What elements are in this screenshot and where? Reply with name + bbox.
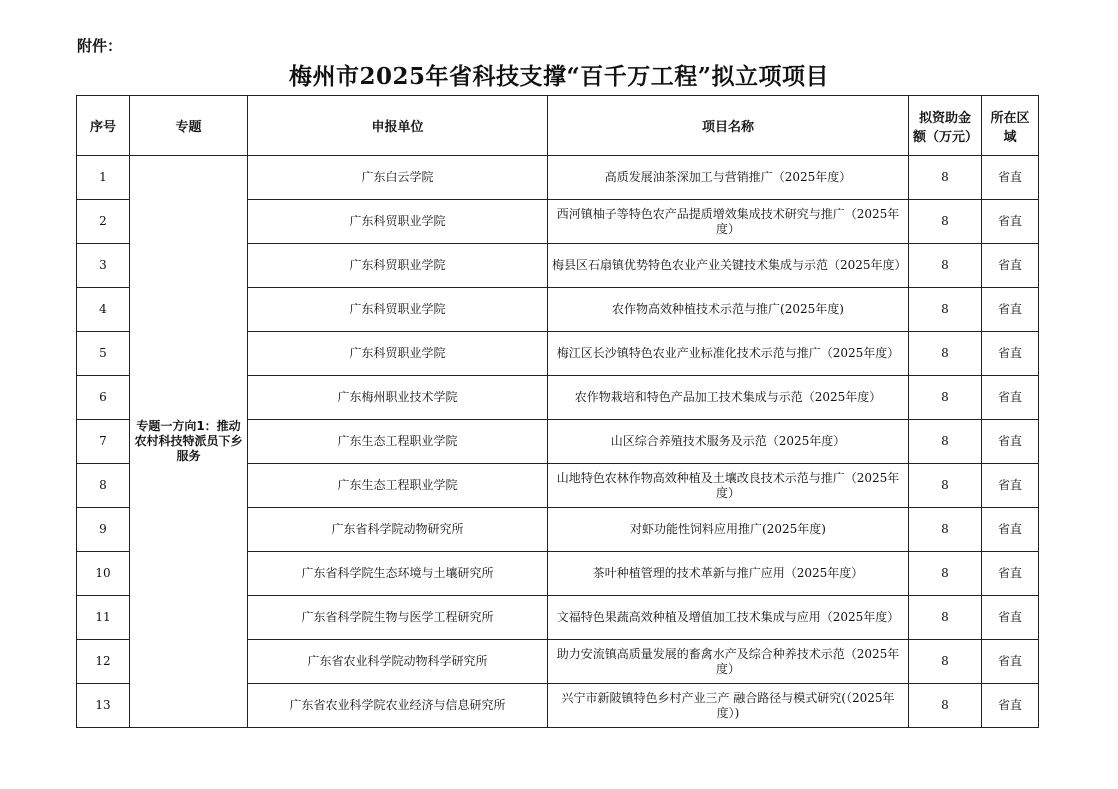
funding-amount-cell: 8: [909, 684, 982, 728]
funding-amount-cell: 8: [909, 244, 982, 288]
funding-amount-cell: 8: [909, 552, 982, 596]
applicant-unit-cell: 广东生态工程职业学院: [248, 420, 548, 464]
row-number-cell: 11: [77, 596, 130, 640]
funding-amount-cell: 8: [909, 332, 982, 376]
project-name-cell: 茶叶种植管理的技术革新与推广应用（2025年度）: [548, 552, 909, 596]
region-cell: 省直: [982, 508, 1039, 552]
applicant-unit-cell: 广东省农业科学院农业经济与信息研究所: [248, 684, 548, 728]
funding-amount-cell: 8: [909, 596, 982, 640]
project-name-cell: 文福特色果蔬高效种植及增值加工技术集成与应用（2025年度）: [548, 596, 909, 640]
applicant-unit-cell: 广东省农业科学院动物科学研究所: [248, 640, 548, 684]
region-cell: 省直: [982, 596, 1039, 640]
project-name-cell: 山地特色农林作物高效种植及土壤改良技术示范与推广（2025年度）: [548, 464, 909, 508]
column-header-no: 序号: [77, 96, 130, 156]
funding-amount-cell: 8: [909, 420, 982, 464]
row-number-cell: 13: [77, 684, 130, 728]
region-cell: 省直: [982, 200, 1039, 244]
column-header-amount: 拟资助金额（万元）: [909, 96, 982, 156]
document-title: 梅州市2025年省科技支撑“百千万工程”拟立项项目: [289, 63, 829, 90]
project-name-cell: 农作物栽培和特色产品加工技术集成与示范（2025年度）: [548, 376, 909, 420]
table-body: [77, 156, 1039, 728]
attachment-label: 附件：: [77, 37, 123, 55]
row-number-cell: 5: [77, 332, 130, 376]
project-name-cell: 农作物高效种植技术示范与推广(2025年度): [548, 288, 909, 332]
row-number-cell: 12: [77, 640, 130, 684]
project-name-cell: 对虾功能性饲料应用推广(2025年度): [548, 508, 909, 552]
region-cell: 省直: [982, 552, 1039, 596]
column-header-project: 项目名称: [548, 96, 909, 156]
funding-amount-cell: 8: [909, 288, 982, 332]
row-number-cell: 7: [77, 420, 130, 464]
table-header-row: [77, 96, 1039, 156]
row-number-cell: 8: [77, 464, 130, 508]
applicant-unit-cell: 广东科贸职业学院: [248, 244, 548, 288]
row-number-cell: 4: [77, 288, 130, 332]
applicant-unit-cell: 广东省科学院动物研究所: [248, 508, 548, 552]
table-row: [77, 156, 1039, 200]
funding-amount-cell: 8: [909, 200, 982, 244]
region-cell: 省直: [982, 332, 1039, 376]
applicant-unit-cell: 广东省科学院生态环境与土壤研究所: [248, 552, 548, 596]
topic-cell: 专题一方向1：推动农村科技特派员下乡服务: [130, 156, 248, 728]
funding-amount-cell: 8: [909, 156, 982, 200]
funding-amount-cell: 8: [909, 464, 982, 508]
project-name-cell: 梅江区长沙镇特色农业产业标准化技术示范与推广（2025年度）: [548, 332, 909, 376]
applicant-unit-cell: 广东梅州职业技术学院: [248, 376, 548, 420]
applicant-unit-cell: 广东省科学院生物与医学工程研究所: [248, 596, 548, 640]
applicant-unit-cell: 广东白云学院: [248, 156, 548, 200]
region-cell: 省直: [982, 156, 1039, 200]
funding-amount-cell: 8: [909, 376, 982, 420]
region-cell: 省直: [982, 464, 1039, 508]
row-number-cell: 6: [77, 376, 130, 420]
project-name-cell: 助力安流镇高质量发展的畜禽水产及综合种养技术示范（2025年度）: [548, 640, 909, 684]
funding-amount-cell: 8: [909, 508, 982, 552]
project-name-cell: 高质发展油茶深加工与营销推广（2025年度）: [548, 156, 909, 200]
project-name-cell: 西河镇柚子等特色农产品提质增效集成技术研究与推广（2025年度）: [548, 200, 909, 244]
region-cell: 省直: [982, 684, 1039, 728]
row-number-cell: 2: [77, 200, 130, 244]
project-name-cell: 兴宁市新陂镇特色乡村产业三产 融合路径与模式研究(（2025年度）): [548, 684, 909, 728]
region-cell: 省直: [982, 420, 1039, 464]
row-number-cell: 3: [77, 244, 130, 288]
funding-amount-cell: 8: [909, 640, 982, 684]
column-header-topic: 专题: [130, 96, 248, 156]
region-cell: 省直: [982, 376, 1039, 420]
project-table: [76, 95, 1039, 728]
applicant-unit-cell: 广东生态工程职业学院: [248, 464, 548, 508]
applicant-unit-cell: 广东科贸职业学院: [248, 332, 548, 376]
row-number-cell: 9: [77, 508, 130, 552]
project-name-cell: 山区综合养殖技术服务及示范（2025年度）: [548, 420, 909, 464]
region-cell: 省直: [982, 244, 1039, 288]
region-cell: 省直: [982, 288, 1039, 332]
project-name-cell: 梅县区石扇镇优势特色农业产业关键技术集成与示范（2025年度）: [548, 244, 909, 288]
applicant-unit-cell: 广东科贸职业学院: [248, 200, 548, 244]
region-cell: 省直: [982, 640, 1039, 684]
applicant-unit-cell: 广东科贸职业学院: [248, 288, 548, 332]
column-header-unit: 申报单位: [248, 96, 548, 156]
row-number-cell: 10: [77, 552, 130, 596]
column-header-region: 所在区域: [982, 96, 1039, 156]
row-number-cell: 1: [77, 156, 130, 200]
